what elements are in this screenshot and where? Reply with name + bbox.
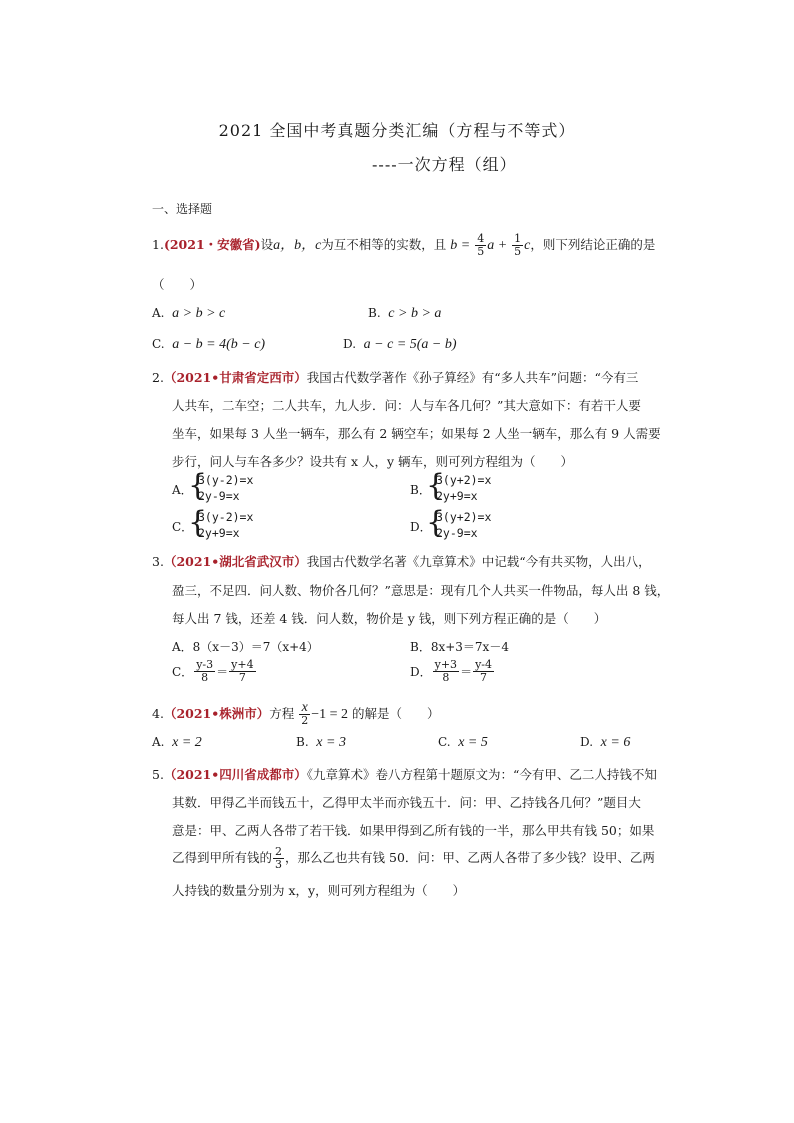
equation-part: −1 = 2 bbox=[311, 707, 349, 722]
option-a-system bbox=[198, 472, 253, 504]
option-label: B. bbox=[296, 735, 309, 749]
option-label: B． bbox=[410, 640, 431, 654]
fraction: $\frac{y+4}{7}$ bbox=[231, 658, 254, 684]
question-text: ，那么乙也共有钱 50．问：甲、乙两人各带了多少钱？设甲、乙两 bbox=[285, 850, 655, 865]
equation-part: a + bbox=[487, 238, 508, 253]
fraction: $\frac{4}{5}$ bbox=[477, 232, 485, 258]
option-text: x = 6 bbox=[600, 735, 631, 750]
question-2 bbox=[152, 369, 638, 387]
option-a-label: A． bbox=[172, 483, 193, 497]
fraction: $\frac{2}{3}$ bbox=[275, 845, 283, 871]
question-number: 1. bbox=[152, 237, 164, 252]
option-a bbox=[172, 638, 319, 655]
option-text: 8（x－3）＝7（x+4） bbox=[192, 640, 319, 654]
option-b-system bbox=[436, 472, 491, 504]
question-text bbox=[172, 846, 655, 871]
question-text: 人持钱的数量分别为 x，y，则可列方程组为（ ） bbox=[172, 883, 466, 898]
option-b bbox=[296, 735, 346, 751]
question-text: 盈三，不足四．问人数、物价各几何？”意思是：现有几个人共买一件物品，每人出 8 钱， bbox=[172, 583, 670, 598]
question-number: 3. bbox=[152, 554, 164, 569]
question-text: 坐车，如果每 3 人坐一辆车，那么有 2 辆空车；如果每 2 人坐一辆车，那么有 9 人需要 bbox=[172, 426, 661, 441]
question-vars: a，b，c bbox=[273, 238, 322, 253]
option-label: C. bbox=[152, 337, 165, 351]
option-d-label: D． bbox=[410, 520, 432, 534]
question-text: 步行，问人与车各多少？设共有 x 人，y 辆车，则可列方程组为（ ） bbox=[172, 454, 574, 469]
option-text: 8x+3＝7x－4 bbox=[430, 640, 509, 654]
option-b bbox=[368, 306, 441, 322]
option-c bbox=[438, 735, 488, 751]
section-heading: 一、选择题 bbox=[152, 202, 213, 216]
option-c bbox=[172, 659, 257, 684]
question-number: 4. bbox=[152, 706, 164, 721]
equation-row: 3(y+2)=x bbox=[436, 473, 492, 487]
option-c bbox=[152, 337, 265, 353]
question-3 bbox=[152, 553, 651, 571]
equation-row: 2y-9=x bbox=[198, 489, 240, 503]
question-5 bbox=[152, 766, 657, 784]
option-text: x = 3 bbox=[316, 735, 346, 750]
question-text: 的解是（ ） bbox=[352, 706, 440, 721]
answer-blank: （ ） bbox=[152, 277, 203, 292]
question-text: 乙得到甲所有钱的 bbox=[172, 850, 273, 865]
question-text: 方程 bbox=[269, 706, 295, 721]
question-source: （2021•湖北省武汉市） bbox=[163, 554, 307, 569]
equation-row: 3(y-2)=x bbox=[198, 510, 254, 524]
fraction: $\frac{1}{5}$ bbox=[514, 232, 522, 258]
fraction: $\frac{y+3}{8}$ bbox=[434, 658, 458, 684]
question-1 bbox=[152, 233, 655, 258]
option-a bbox=[152, 735, 202, 751]
option-c-label: C． bbox=[172, 520, 194, 534]
option-label: A. bbox=[152, 306, 165, 320]
option-d bbox=[580, 735, 630, 751]
option-text: a − c = 5(a − b) bbox=[363, 337, 457, 352]
option-b bbox=[410, 638, 509, 655]
question-text: 为互不相等的实数，且 bbox=[321, 237, 447, 252]
question-source: （2021•四川省成都市） bbox=[163, 767, 307, 782]
question-source: (2021・安徽省) bbox=[163, 237, 261, 252]
question-text: 其数．甲得乙半而钱五十，乙得甲太半而亦钱五十．问：甲、乙持钱各几何？”题目大 bbox=[172, 795, 641, 810]
question-text: 每人出 7 钱，还差 4 钱．问人数，物价是 y 钱，则下列方程正确的是（ ） bbox=[172, 611, 607, 626]
option-text: c > b > a bbox=[388, 306, 442, 321]
equals-sign: ＝ bbox=[460, 665, 473, 679]
question-text: 《九章算术》卷八方程第十题原文为：“今有甲、乙二人持钱不知 bbox=[306, 767, 657, 782]
fraction: $\frac{x}{2}$ bbox=[301, 700, 309, 727]
question-source: （2021•甘肃省定西市） bbox=[163, 370, 307, 385]
equation-row: 3(y+2)=x bbox=[436, 510, 492, 524]
question-text: 设 bbox=[260, 237, 274, 252]
question-text: 人共车，二车空；二人共车，九人步．问：人与车各几何？”其大意如下：有若干人要 bbox=[172, 398, 641, 413]
option-b-label: B． bbox=[410, 483, 431, 497]
equation-row: 2y+9=x bbox=[436, 489, 478, 503]
option-text: a − b = 4(b − c) bbox=[172, 337, 266, 352]
option-c-system bbox=[198, 509, 253, 541]
option-d bbox=[343, 337, 457, 353]
option-label: D． bbox=[410, 665, 432, 679]
question-text: 我国古代数学名著《九章算术》中记载“今有共买物，人出八， bbox=[306, 554, 651, 569]
brace: { bbox=[426, 505, 446, 540]
option-label: A. bbox=[152, 735, 165, 749]
equation-row: 2y+9=x bbox=[198, 526, 240, 540]
option-d-system bbox=[436, 509, 491, 541]
option-d bbox=[410, 659, 495, 684]
question-number: 2. bbox=[152, 370, 164, 385]
page-subtitle: ----一次方程（组） bbox=[372, 155, 517, 174]
brace: { bbox=[188, 468, 208, 503]
option-label: D. bbox=[343, 337, 357, 351]
question-text: ，则下列结论正确的是 bbox=[530, 237, 656, 252]
option-text: x = 5 bbox=[458, 735, 488, 750]
equals-sign: ＝ bbox=[216, 665, 229, 679]
option-label: C. bbox=[438, 735, 451, 749]
question-source: （2021•株洲市） bbox=[163, 706, 270, 721]
question-4 bbox=[152, 702, 440, 727]
option-text: a > b > c bbox=[172, 306, 226, 321]
equation-part: c bbox=[524, 238, 531, 253]
page-title: 2021 全国中考真题分类汇编（方程与不等式） bbox=[218, 121, 576, 140]
option-text: x = 2 bbox=[172, 735, 202, 750]
equation-row: 2y-9=x bbox=[436, 526, 478, 540]
question-number: 5. bbox=[152, 767, 164, 782]
option-a bbox=[152, 306, 225, 322]
option-label: C． bbox=[172, 665, 194, 679]
option-label: D. bbox=[580, 735, 594, 749]
brace: { bbox=[188, 505, 208, 540]
option-label: A． bbox=[172, 640, 193, 654]
equation-part: b = bbox=[450, 238, 471, 253]
question-text: 我国古代数学著作《孙子算经》有“多人共车”问题：“今有三 bbox=[306, 370, 639, 385]
fraction: $\frac{y-3}{8}$ bbox=[196, 658, 214, 684]
fraction: $\frac{y-4}{7}$ bbox=[475, 658, 493, 684]
equation-row: 3(y-2)=x bbox=[198, 473, 254, 487]
brace: { bbox=[426, 468, 446, 503]
option-label: B. bbox=[368, 306, 381, 320]
question-text: 意是：甲、乙两人各带了若干钱．如果甲得到乙所有钱的一半，那么甲共有钱 50；如果 bbox=[172, 823, 655, 838]
